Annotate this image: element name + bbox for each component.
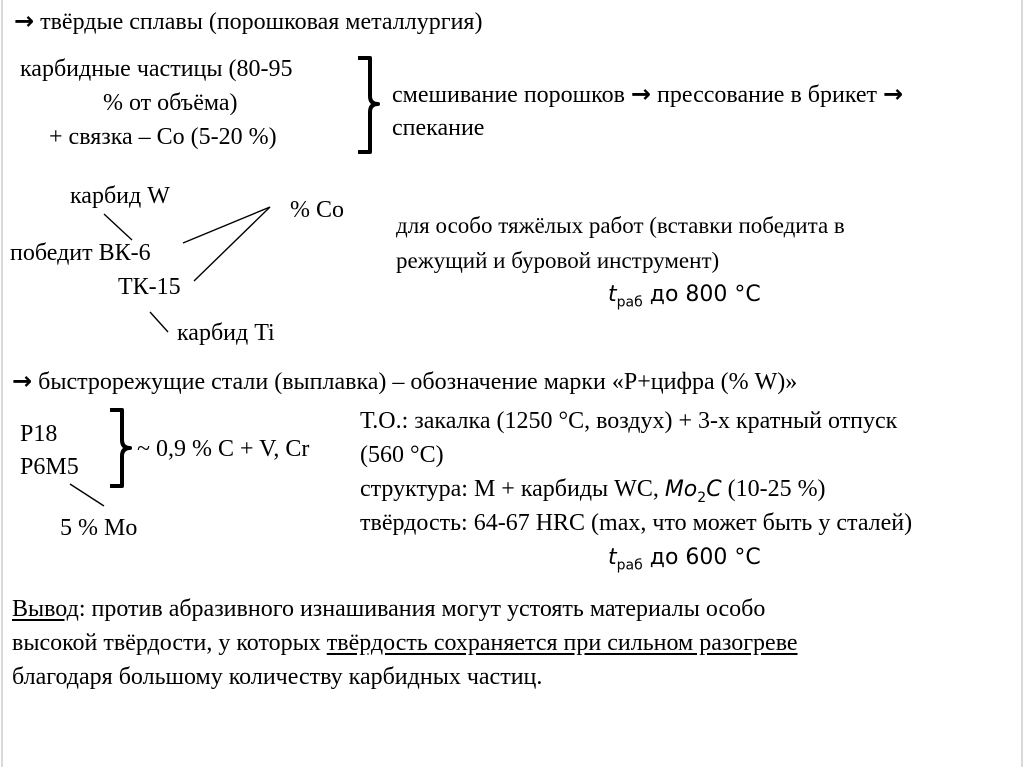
grade-r6m5: Р6М5 bbox=[20, 454, 79, 480]
conclusion-text2: высокой твёрдости, у которых bbox=[12, 630, 327, 656]
structure-mo-subscript: 2 bbox=[697, 489, 707, 506]
slide-left-border bbox=[1, 0, 3, 767]
label-pobedit-vk6: победит ВК-6 bbox=[10, 240, 151, 266]
bracket-composition bbox=[358, 58, 378, 152]
right-arrow-icon: → bbox=[12, 367, 33, 395]
t-symbol: t bbox=[608, 282, 617, 307]
right-arrow-icon: → bbox=[630, 80, 652, 108]
process-step-sintering: спекание bbox=[392, 115, 485, 141]
structure-mo: Mo bbox=[664, 477, 698, 502]
section2-heading bbox=[12, 368, 797, 397]
section2-heading-text: быстрорежущие стали (выплавка) – обозначение марки «Р+цифра (% W)» bbox=[38, 369, 798, 395]
label-tk15: ТК-15 bbox=[118, 274, 181, 300]
slide-right-border bbox=[1021, 0, 1023, 767]
bracket-grades bbox=[110, 410, 130, 486]
section1-heading bbox=[14, 8, 482, 37]
section1-heading-text: твёрдые сплавы (порошковая металлургия) bbox=[40, 9, 483, 35]
label-mo-percent: 5 % Mo bbox=[60, 515, 138, 541]
conclusion-label: Вывод bbox=[12, 596, 79, 622]
right-arrow-icon: → bbox=[14, 7, 35, 35]
line-carbide-w bbox=[104, 214, 132, 240]
temp-value: до 800 °C bbox=[649, 282, 761, 307]
usage-working-temp bbox=[608, 282, 761, 310]
conclusion-emphasis: твёрдость сохраняется при сильном разогреве bbox=[326, 630, 798, 656]
t-symbol: t bbox=[608, 545, 617, 570]
line-mo bbox=[70, 484, 104, 506]
process-step-pressing: прессование в брикет bbox=[657, 82, 878, 108]
right-arrow-icon: → bbox=[883, 80, 904, 108]
conclusion-text1: : против абразивного изнашивания могут устоять материалы особо bbox=[78, 596, 766, 622]
structure-c: C bbox=[706, 477, 722, 502]
composition-line2: % от объёма) bbox=[103, 90, 238, 116]
usage-line2: режущий и буровой инструмент) bbox=[396, 248, 720, 273]
hss-working-temp bbox=[608, 545, 761, 573]
label-co-percent: % Co bbox=[290, 197, 344, 223]
t-subscript: раб bbox=[616, 294, 643, 311]
hardness-line: твёрдость: 64-67 HRC (max, что может быть у сталей) bbox=[360, 510, 913, 536]
structure-text-b: (10-25 %) bbox=[721, 476, 826, 502]
process-line1 bbox=[392, 81, 903, 110]
line-carbide-ti bbox=[150, 312, 168, 332]
hss-composition: ~ 0,9 % C + V, Cr bbox=[137, 436, 310, 462]
structure-text-a: структура: М + карбиды WC, bbox=[360, 476, 665, 502]
conclusion-line2 bbox=[12, 630, 798, 658]
treatment-line1: Т.О.: закалка (1250 °C, воздух) + 3-х кратный отпуск bbox=[360, 408, 898, 434]
composition-line3: + связка – Co (5-20 %) bbox=[49, 124, 277, 150]
line-co-tk15 bbox=[194, 207, 270, 281]
conclusion-line3: благодаря большому количеству карбидных частиц. bbox=[12, 664, 543, 690]
usage-line1: для особо тяжёлых работ (вставки победита в bbox=[396, 213, 845, 238]
t-subscript: раб bbox=[616, 557, 643, 574]
grade-r18: Р18 bbox=[20, 421, 58, 447]
conclusion-line1 bbox=[12, 596, 765, 624]
label-carbide-ti: карбид Ti bbox=[177, 320, 275, 346]
label-carbide-w: карбид W bbox=[70, 183, 170, 209]
structure-line bbox=[360, 476, 826, 506]
composition-line1: карбидные частицы (80-95 bbox=[20, 56, 293, 82]
temp-value: до 600 °C bbox=[649, 545, 761, 570]
line-co-vk6 bbox=[183, 207, 270, 243]
treatment-line2: (560 °C) bbox=[360, 442, 444, 468]
process-step-mixing: смешивание порошков bbox=[392, 82, 625, 108]
